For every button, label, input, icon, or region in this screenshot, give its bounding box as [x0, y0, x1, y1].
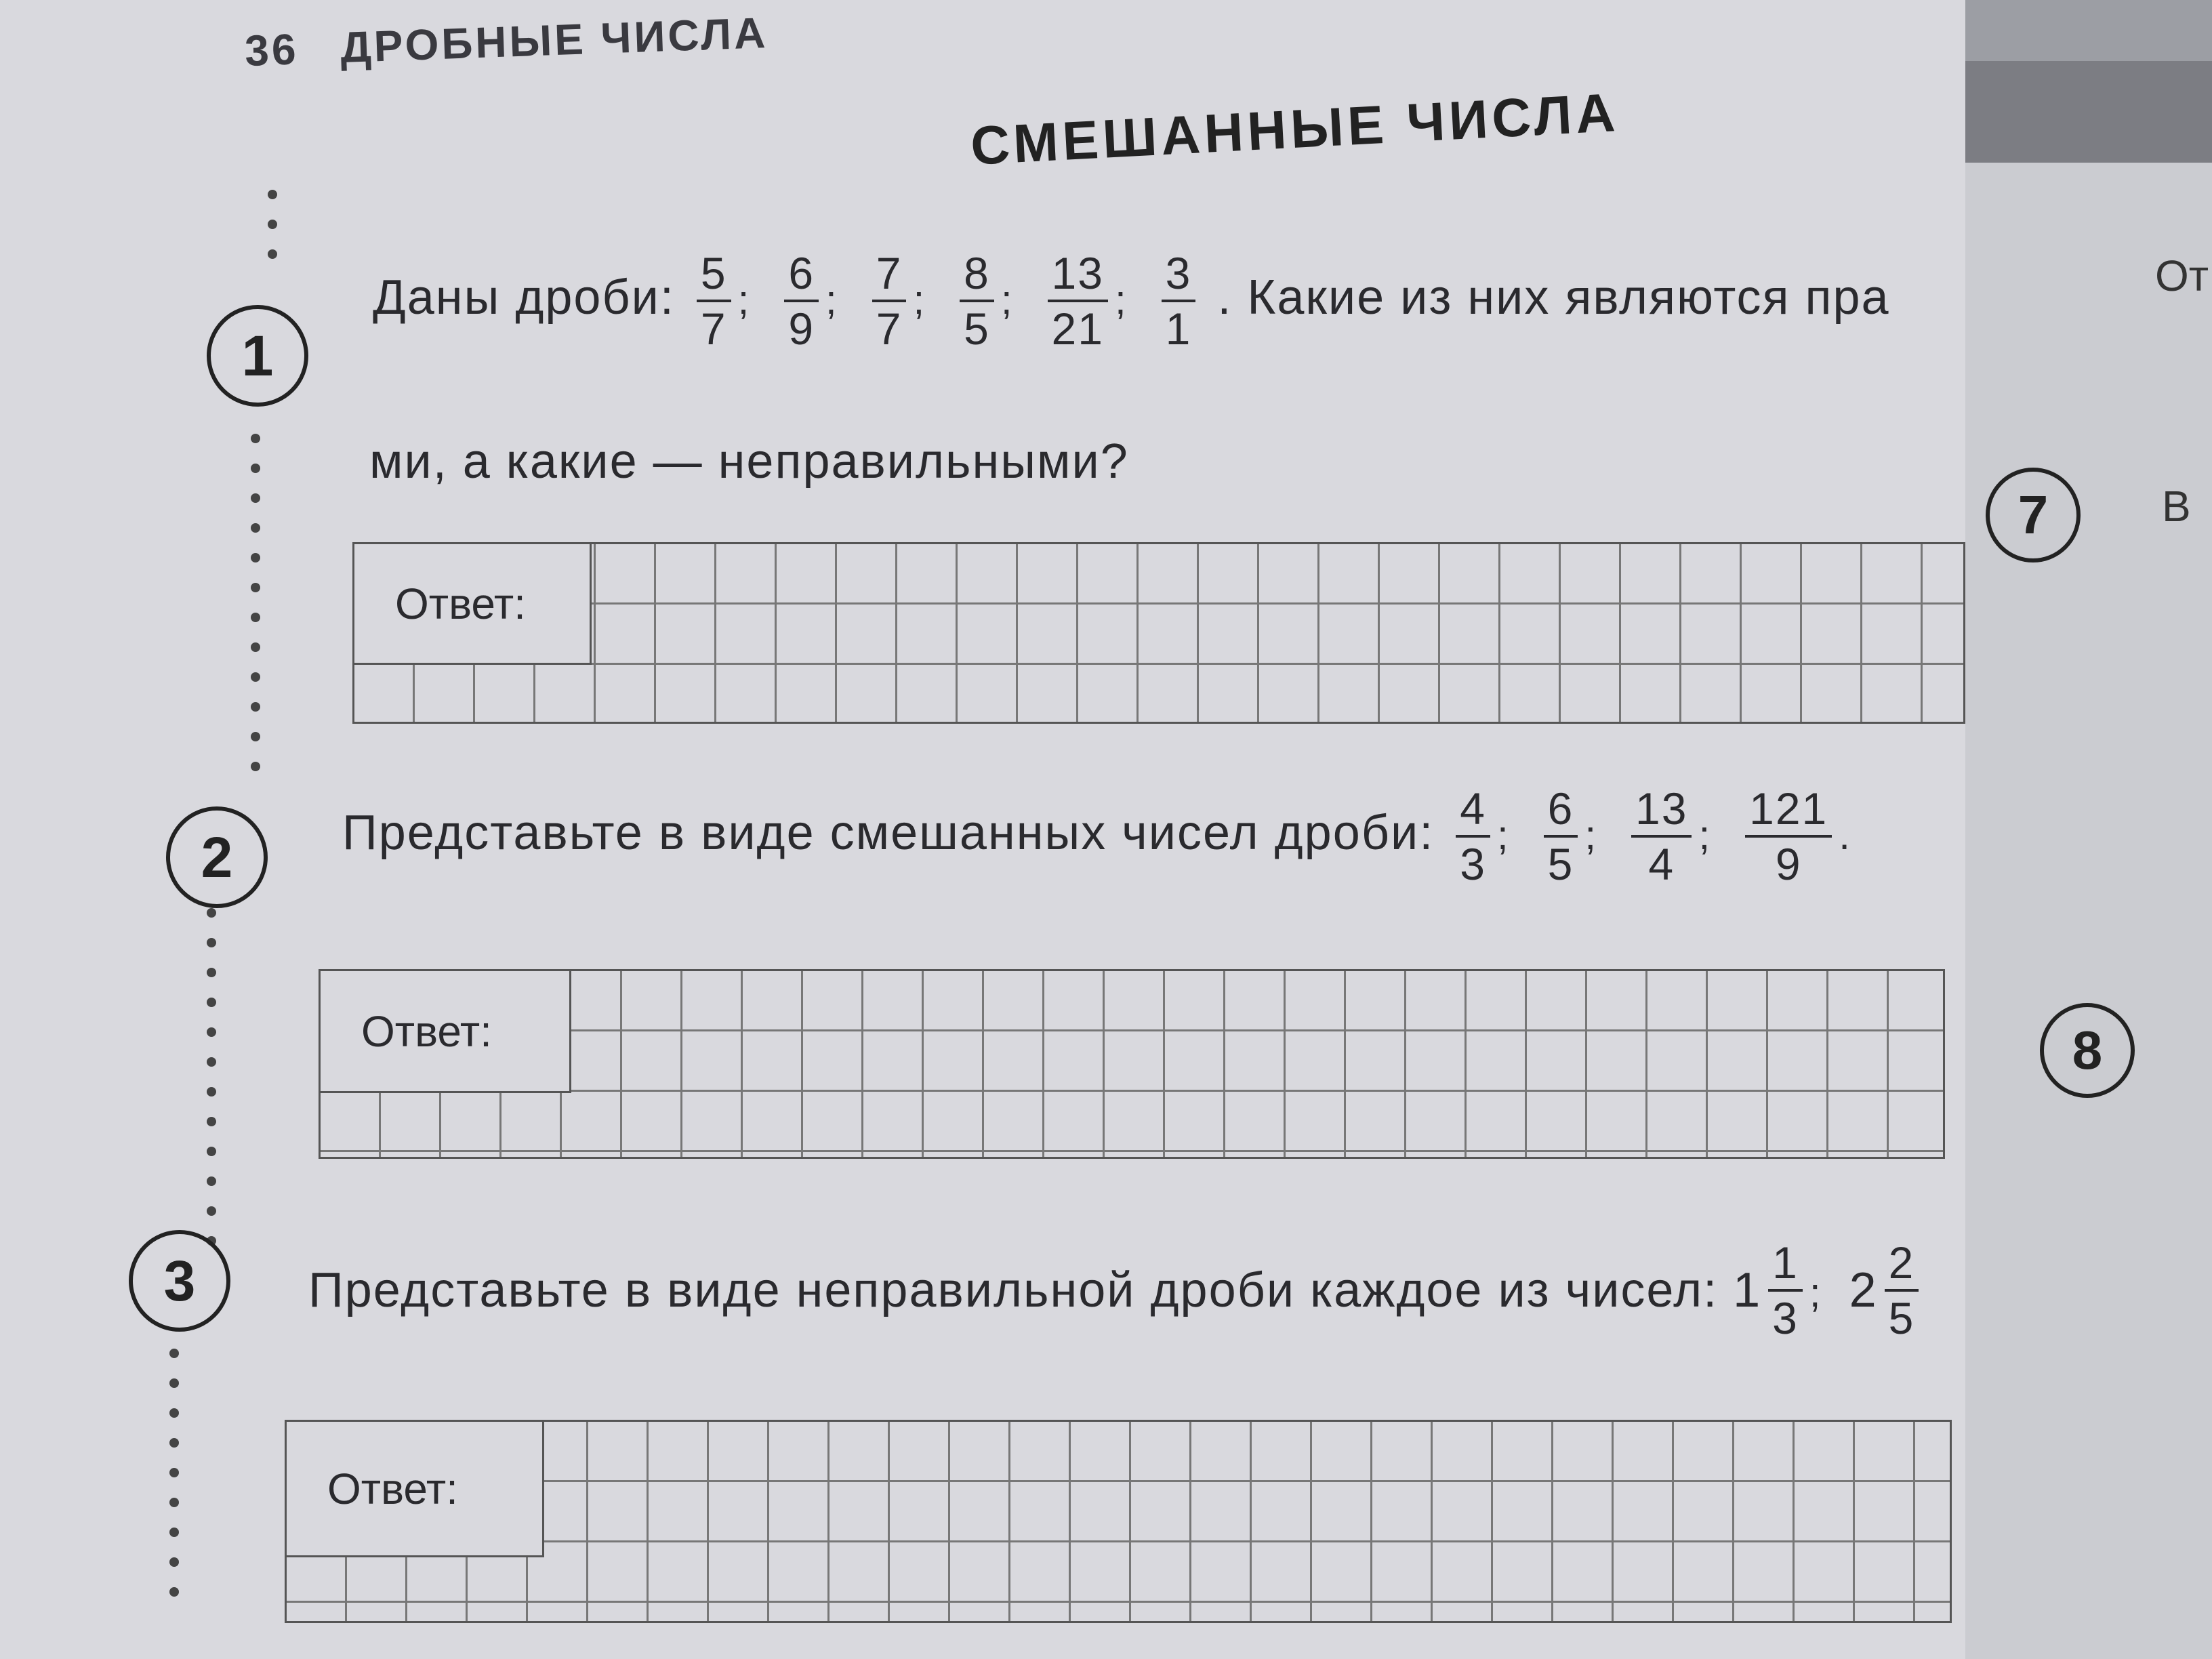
task-1-answer-grid[interactable]	[352, 542, 1965, 724]
margin-dots	[169, 1349, 182, 1617]
answer-label: Ответ:	[287, 1422, 544, 1557]
fraction: $\frac{8}{5}$	[960, 251, 994, 351]
fraction: $\frac{4}{3}$	[1456, 786, 1490, 886]
fraction: $\frac{13}{4}$	[1631, 786, 1692, 886]
answer-label: Ответ:	[321, 971, 571, 1093]
task-3-answer-grid[interactable]	[285, 1420, 1952, 1623]
adjacent-page	[1965, 163, 2212, 1659]
fraction: $\frac{6}{9}$	[784, 251, 819, 351]
fraction: $\frac{7}{7}$	[872, 251, 907, 351]
fraction: $\frac{6}{5}$	[1544, 786, 1578, 886]
task-8-number: 8	[2040, 1003, 2135, 1098]
task-3-number: 3	[129, 1230, 230, 1332]
task-7-number: 7	[1986, 468, 2081, 562]
mixed-number: 1 $\frac{1}{3}$	[1733, 1240, 1809, 1340]
answer-label: Ответ:	[354, 544, 592, 665]
section-title: СМЕШАННЫЕ ЧИСЛА	[969, 81, 1621, 176]
task-2-text: Представьте в виде смешанных чисел дроби: $\frac{4}{3}$ ; $\frac{6}{5}$ ; $\frac{13}{4}$ ; $\frac{121}{9}$ .	[342, 783, 1851, 889]
task-1-number: 1	[207, 305, 308, 407]
fraction: $\frac{121}{9}$	[1745, 786, 1832, 886]
running-head	[244, 7, 769, 76]
background-strip	[1965, 61, 2212, 163]
fraction: $\frac{5}{7}$	[697, 251, 731, 351]
chapter-title: ДРОБНЫЕ ЧИСЛА	[339, 8, 769, 73]
task-1-suffix: . Какие из них являются пра	[1217, 270, 1890, 325]
margin-dots	[268, 190, 280, 279]
adjacent-label: От	[2155, 251, 2209, 300]
task-3-prefix: Представьте в виде неправильной дроби каждое из чисел:	[308, 1263, 1719, 1317]
margin-dots	[251, 434, 263, 792]
task-7-text: В	[2162, 482, 2191, 531]
fraction: $\frac{3}{1}$	[1162, 251, 1196, 351]
task-3-text: Представьте в виде неправильной дроби каждое из чисел: 1 $\frac{1}{3}$ ; 2 $\frac{2}{5}$	[308, 1240, 1925, 1340]
fraction: $\frac{13}{21}$	[1048, 251, 1108, 351]
margin-dots	[207, 908, 219, 1266]
page-number: 36	[244, 24, 300, 75]
task-2-number: 2	[166, 806, 268, 908]
task-2-prefix: Представьте в виде смешанных чисел дроби:	[342, 806, 1435, 861]
mixed-number: 2 $\frac{2}{5}$	[1849, 1240, 1926, 1340]
task-1-text: Даны дроби: $\frac{5}{7}$ ; $\frac{6}{9}$ ; $\frac{7}{7}$ ; $\frac{8}{5}$ ; $\frac{13}{21}$ ; $\frac{3}{1}$ . Какие из них являются пра	[373, 248, 1890, 354]
task-1-line2: ми, а какие — неправильными?	[369, 434, 1129, 489]
task-2-answer-grid[interactable]	[319, 969, 1945, 1159]
task-1-prefix: Даны дроби:	[373, 270, 675, 325]
